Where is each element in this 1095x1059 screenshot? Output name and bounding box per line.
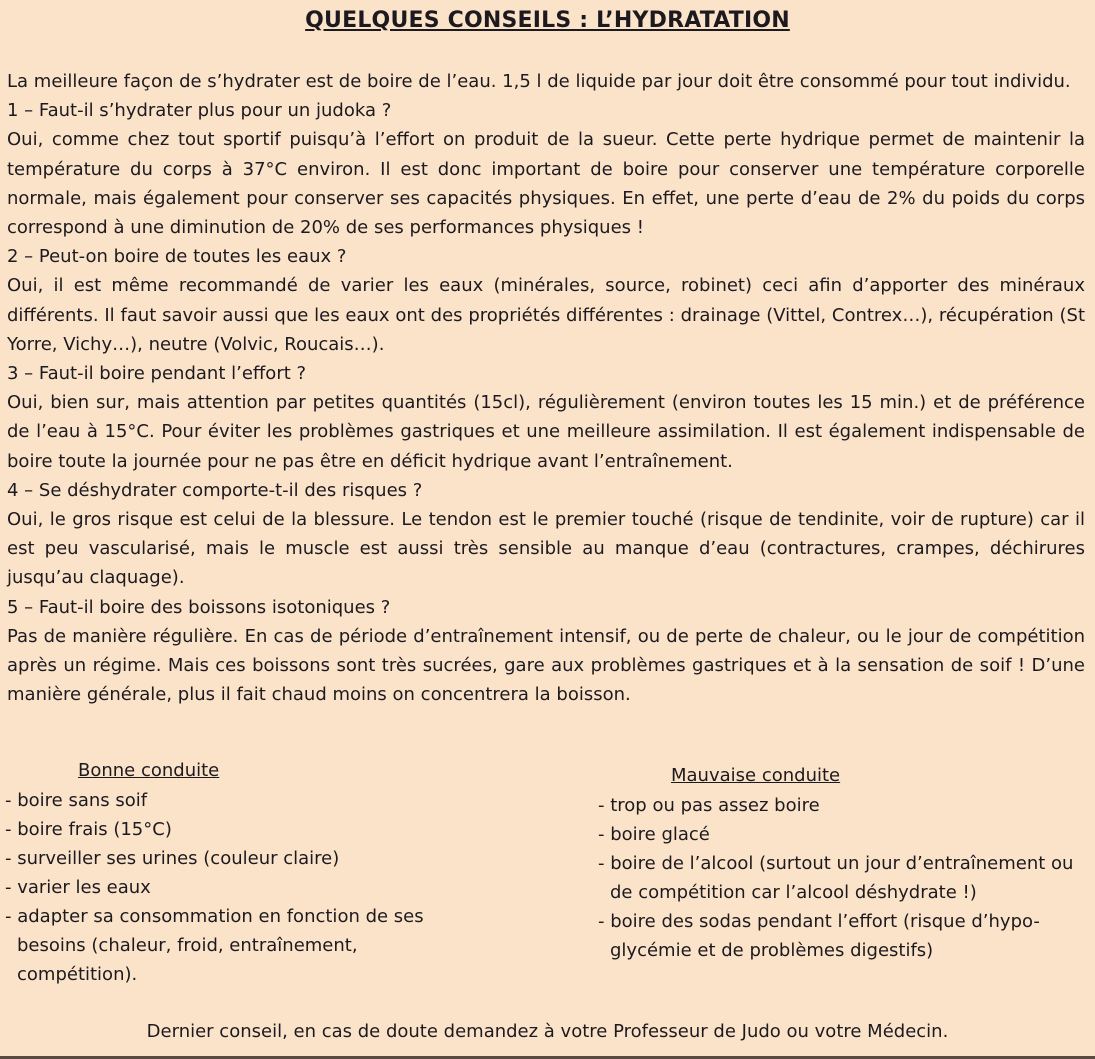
question-3: 3 – Faut-il boire pendant l’effort ? — [7, 363, 307, 385]
answer-5: Pas de manière régulière. En cas de période d’entraînement intensif, ou de perte de chaleur, ou le jour de compétition après un régime. Mais ces boissons sont très sucrées, gare aux problèmes gastriques et à la sensation de soif ! D’une manière générale, plus il fait chaud moins on concentrera la boisson. — [7, 625, 1085, 706]
list-item: - surveiller ses urines (couleur claire) — [5, 848, 340, 869]
answer-4: Oui, le gros risque est celui de la blessure. Le tendon est le premier touché (risque de tendinite, voir de rupture) car il est peu vascularisé, mais le muscle est aussi très sensible au manque d’eau (contractures, crampes, déchirures jusqu’au claquage). — [7, 509, 1085, 589]
bad-conduct-list — [598, 791, 1088, 965]
answer-2: Oui, il est même recommandé de varier les eaux (minérales, source, robinet) ceci afin d’apporter des minéraux différents. Il faut savoir aussi que les eaux ont des propriétés différentes : drainage (Vittel, Contrex…), récupération (St Yorre, Vichy…), neutre (Volvic, Roucais…). — [7, 275, 1085, 355]
question-2: 2 – Peut-on boire de toutes les eaux ? — [7, 246, 347, 268]
list-item: - boire de l’alcool (surtout un jour d’entraînement ou de compétition car l’alcool déshydrate !) — [598, 853, 1074, 903]
bad-conduct-heading: Mauvaise conduite — [671, 765, 841, 786]
final-advice: Dernier conseil, en cas de doute demandez à votre Professeur de Judo ou votre Médecin. — [146, 1021, 949, 1042]
question-5: 5 – Faut-il boire des boissons isotoniques ? — [7, 596, 391, 618]
good-conduct-heading: Bonne conduite — [78, 760, 220, 781]
answer-1: Oui, comme chez tout sportif puisqu’à l’effort on produit de la sueur. Cette perte hydrique permet de maintenir la température du corps à 37°C environ. Il est donc important de boire pour conserver une température corporelle normale, mais également pour conserver ses capacités physiques. En effet, une perte d’eau de 2% du poids du corps correspond à une diminution de 20% de ses performances physiques ! — [7, 129, 1085, 239]
question-1: 1 – Faut-il s’hydrater plus pour un judoka ? — [7, 100, 392, 122]
good-conduct-list — [5, 786, 445, 989]
answer-3: Oui, bien sur, mais attention par petites quantités (15cl), régulièrement (environ toutes les 15 min.) et de préférence de l’eau à 15°C. Pour éviter les problèmes gastriques et une meilleure assimilation. Il est également indispensable de boire toute la journée pour ne pas être en déficit hydrique avant l’entraînement. — [7, 392, 1085, 472]
intro-paragraph: La meilleure façon de s’hydrater est de boire de l’eau. 1,5 l de liquide par jour doit être consommé pour tout individu. — [7, 71, 1071, 92]
list-item: - adapter sa consommation en fonction de ses besoins (chaleur, froid, entraînement, compétition). — [5, 906, 424, 985]
list-item: - boire frais (15°C) — [5, 819, 172, 840]
list-item: - varier les eaux — [5, 877, 151, 898]
list-item: - boire des sodas pendant l’effort (risque d’hypo-glycémie et de problèmes digestifs) — [598, 911, 1040, 961]
page-title: QUELQUES CONSEILS : L’HYDRATATION — [305, 8, 790, 33]
question-4: 4 – Se déshydrater comporte-t-il des risques ? — [7, 479, 423, 501]
list-item: - trop ou pas assez boire — [598, 795, 820, 816]
list-item: - boire sans soif — [5, 790, 148, 811]
document-body — [7, 67, 1085, 709]
list-item: - boire glacé — [598, 824, 710, 845]
